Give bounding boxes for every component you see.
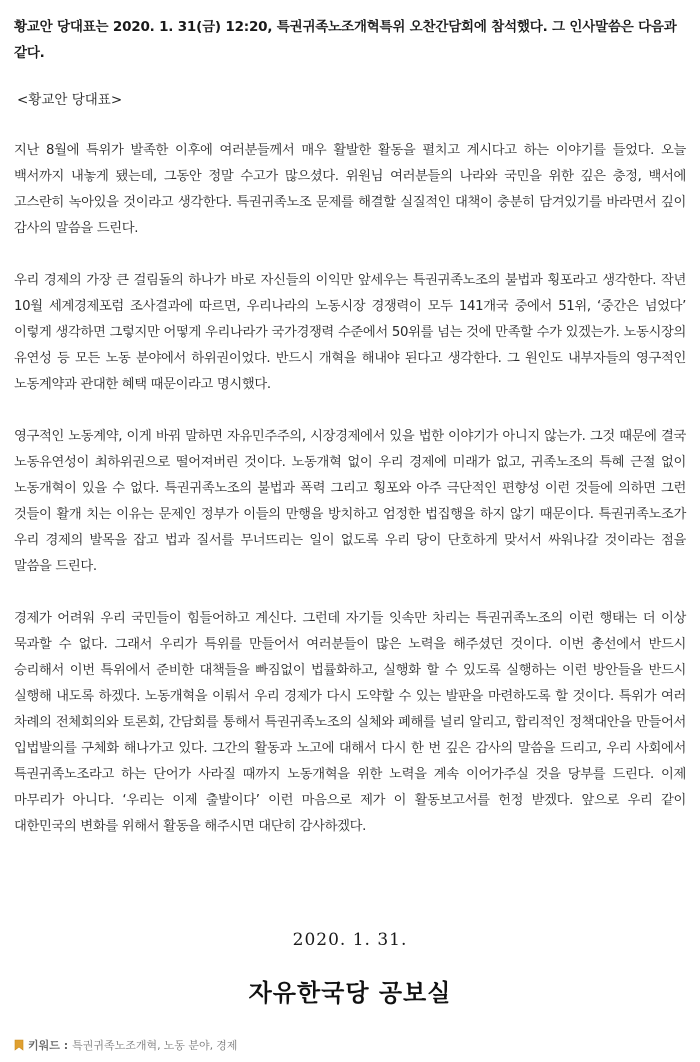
body-paragraph: 지난 8월에 특위가 발족한 이후에 여러분들께서 매우 활발한 활동을 펼치고 계시다고 하는 이야기를 들었다. 오늘 백서까지 내놓게 됐는데, 그동안 정말 수고가 많으셨다. 위원님 여러분들의 나라와 국민을 위한 깊은 충정, 백서에 고스란히 녹아있을 것이라고 생각한다. 특권귀족노조 문제를 해결할 실질적인 대책이 충분히 담겨있기를 바라면서 깊이 감사의 말씀을 드린다. [14,143,686,236]
keyword-separator: , [209,1038,214,1052]
intro-text: 황교안 당대표는 2020. 1. 31(금) 12:20, 특권귀족노조개혁특위 오찬간담회에 참석했다. 그 인사말씀은 다음과 같다. [14,19,677,61]
body-paragraph: 경제가 어려워 우리 국민들이 힘들어하고 계신다. 그런데 자기들 잇속만 차리는 특권귀족노조의 이런 행태는 더 이상 묵과할 수 없다. 그래서 우리가 특위를 만들어서 여러분들이 많은 노력을 해주셨던 것이다. 이번 총선에서 반드시 승리해서 이번 특위에서 준비한 대책들을 빠짐없이 법률화하고, 실행화 할 수 있도록 실행하는 이런 방안들을 반드시 실행해 내도록 하겠다. 노동개혁을 이뤄서 우리 경제가 다시 도약할 수 있는 발판을 마련하도록 할 것이다. 특위가 여러 차례의 전체회의와 토론회, 간담회를 통해서 특권귀족노조의 실체와 폐해를 널리 알리고, 합리적인 정책대안을 만들어서 입법발의를 구체화 해나가고 있다. 그간의 활동과 노고에 대해서 다시 한 번 깊은 감사의 말씀을 드리고, 우리 사회에서 특권귀족노조라고 하는 단어가 사라질 때까지 노동개혁을 위한 노력을 계속 이어가주실 것을 당부를 드린다. 이제 마무리가 아니다. ‘우리는 이제 출발이다’ 이런 마음으로 제가 이 활동보고서를 헌정 받겠다. 앞으로 우리 같이 대한민국의 변화를 위해서 활동을 해주시면 대단히 감사하겠다. [14,611,686,834]
body-paragraph: 영구적인 노동계약, 이게 바꿔 말하면 자유민주주의, 시장경제에서 있을 법한 이야기가 아니지 않는가. 그것 때문에 결국 노동유연성이 최하위권으로 떨어져버린 것이다. 노동개혁 없이 우리 경제에 미래가 없고, 귀족노조의 특혜 근절 없이 노동개혁이 있을 수 없다. 특권귀족노조의 불법과 폭력 그리고 횡포와 아주 극단적인 편향성 이런 것들에 의하면 그런 것들이 활개 치는 이유는 문제인 정부가 이들의 만행을 방치하고 엄정한 법집행을 하지 않기 때문이다. 특권귀족노조가 우리 경제의 발목을 잡고 법과 질서를 무너뜨리는 일이 없도록 우리 당이 단호하게 맞서서 싸워나갈 것이라는 점을 말씀을 드린다. [14,429,686,574]
keyword-bar [14,1035,686,1055]
keyword-label: 키워드 : [28,1039,69,1052]
keyword-link[interactable]: 특권귀족노조개혁 [72,1039,158,1052]
keyword-link[interactable]: 노동 분야 [163,1039,210,1052]
tag-icon [14,1039,24,1051]
press-release-body [14,14,686,840]
speaker-heading: <황교안 당대표> [17,92,123,108]
keyword-link[interactable]: 경제 [216,1039,238,1052]
issuer-name: 자유한국당 공보실 [248,979,452,1007]
body-paragraph: 우리 경제의 가장 큰 걸림돌의 하나가 바로 자신들의 이익만 앞세우는 특권귀족노조의 불법과 횡포라고 생각한다. 작년 10월 세계경제포럼 조사결과에 따르면, 우리나라의 노동시장 경쟁력이 모두 141개국 중에서 51위, ‘중간은 넘었다’ 이렇게 생각하면 그렇지만 어떻게 우리나라가 국가경쟁력 수준에서 50위를 넘는 것에 만족할 수가 있겠는가. 노동시장의 유연성 등 모든 노동 분야에서 하위권이었다. 반드시 개혁을 해내야 된다고 생각한다. 그 원인도 내부자들의 영구적인 노동계약과 관대한 혜택 때문이라고 명시했다. [14,273,686,392]
release-date: 2020. 1. 31. [292,930,408,950]
keyword-separator: , [157,1038,161,1052]
